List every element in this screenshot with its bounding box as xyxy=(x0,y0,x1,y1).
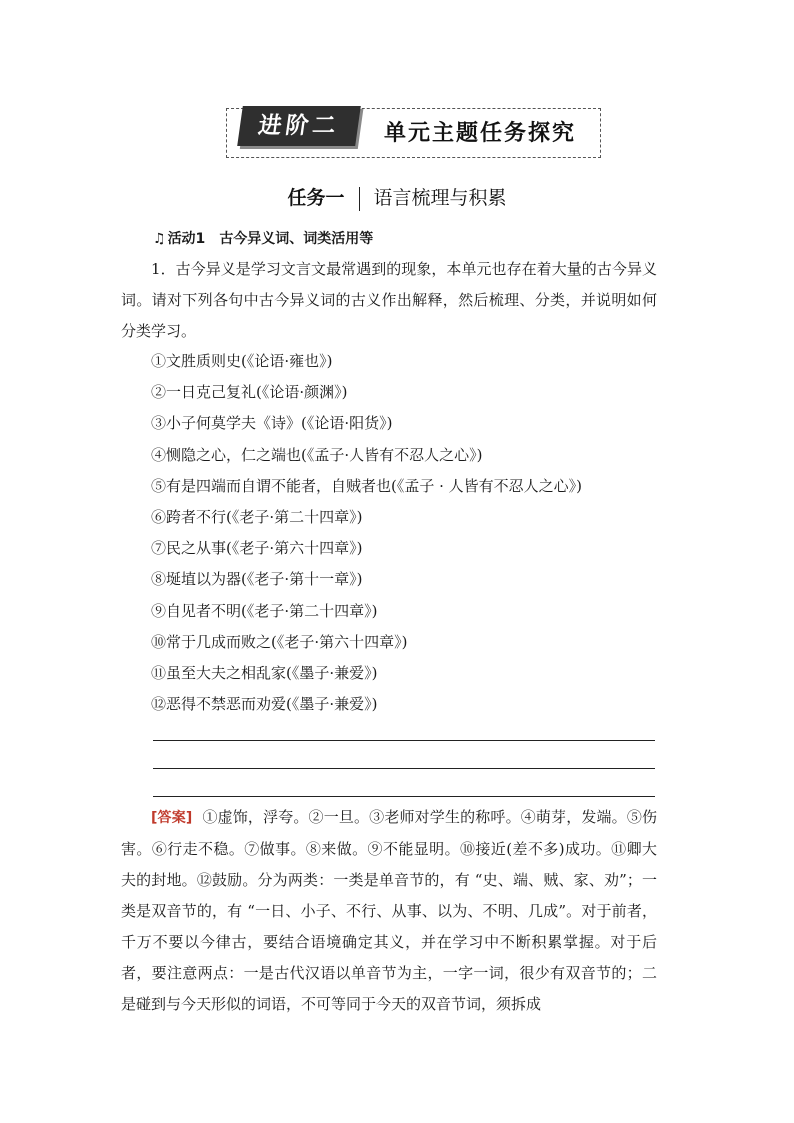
section-tag: 进阶二 xyxy=(237,106,361,146)
example-list xyxy=(151,346,582,720)
list-item: ⑫恶得不禁恶而劝爱(《墨子·兼爱》) xyxy=(151,695,378,714)
music-note-icon: ♫ xyxy=(153,231,166,247)
activity-label: 活动1 xyxy=(167,231,206,247)
answer-line xyxy=(153,796,655,797)
answer-line xyxy=(153,768,655,769)
activity-title: 古今异义词、词类活用等 xyxy=(219,231,374,247)
list-item: ⑩常于几成而败之(《老子·第六十四章》) xyxy=(151,632,408,651)
answer-text: ①虚饰，浮夸。②一旦。③老师对学生的称呼。④萌芽，发端。⑤伤害。⑥行走不稳。⑦做事。⑧来做。⑨不能显明。⑩接近(差不多)成功。⑪卿大夫的封地。⑫鼓励。分为两类：一类是单音节的，有 “史、端、贼、家、劝”；一类是双音节的，有 “一日、小子、不行、从事、以为、不明、几成”。对于前者，千万不要以今律古，要结合语境确定其义，并在学习中不断积累掌握。对于后者，要注意两点：一是古代汉语以单音节为主，一字一词，很少有双音节的；二是碰到与今天形似的词语，不可等同于今天的双音节词，须拆成 xyxy=(121,808,658,1013)
question-text: 1．古今异义是学习文言文最常遇到的现象，本单元也存在着大量的古今异义词。请对下列各句中古今异义词的古义作出解释，然后梳理、分类，并说明如何分类学习。 xyxy=(121,260,657,340)
list-item: ⑪虽至大夫之相乱家(《墨子·兼爱》) xyxy=(151,664,378,683)
activity-heading xyxy=(153,228,373,248)
list-item: ①文胜质则史(《论语·雍也》) xyxy=(151,352,333,370)
task-divider xyxy=(359,187,360,211)
answer-label: [答案] xyxy=(151,810,193,826)
list-item: ⑥跨者不行(《老子·第二十四章》) xyxy=(151,508,363,527)
answer-paragraph xyxy=(121,802,657,1020)
list-item: ⑧埏埴以为器(《老子·第十一章》) xyxy=(151,570,363,589)
list-item: ④恻隐之心，仁之端也(《孟子·人皆有不忍人之心》) xyxy=(151,445,483,464)
list-item: ③小子何莫学夫《诗》(《论语·阳货》) xyxy=(151,414,393,433)
task-heading xyxy=(0,183,794,211)
list-item: ⑤有是四端而自谓不能者，自贼者也(《孟子 · 人皆有不忍人之心》) xyxy=(151,476,583,495)
task-label: 任务一 xyxy=(287,187,345,209)
answer-line xyxy=(153,740,655,741)
list-item: ②一日克己复礼(《论语·颜渊》) xyxy=(151,383,348,402)
list-item: ⑦民之从事(《老子·第六十四章》) xyxy=(151,539,363,558)
list-item: ⑨自见者不明(《老子·第二十四章》) xyxy=(151,601,378,620)
section-title: 单元主题任务探究 xyxy=(384,121,577,146)
task-name: 语言梳理与积累 xyxy=(373,187,507,209)
